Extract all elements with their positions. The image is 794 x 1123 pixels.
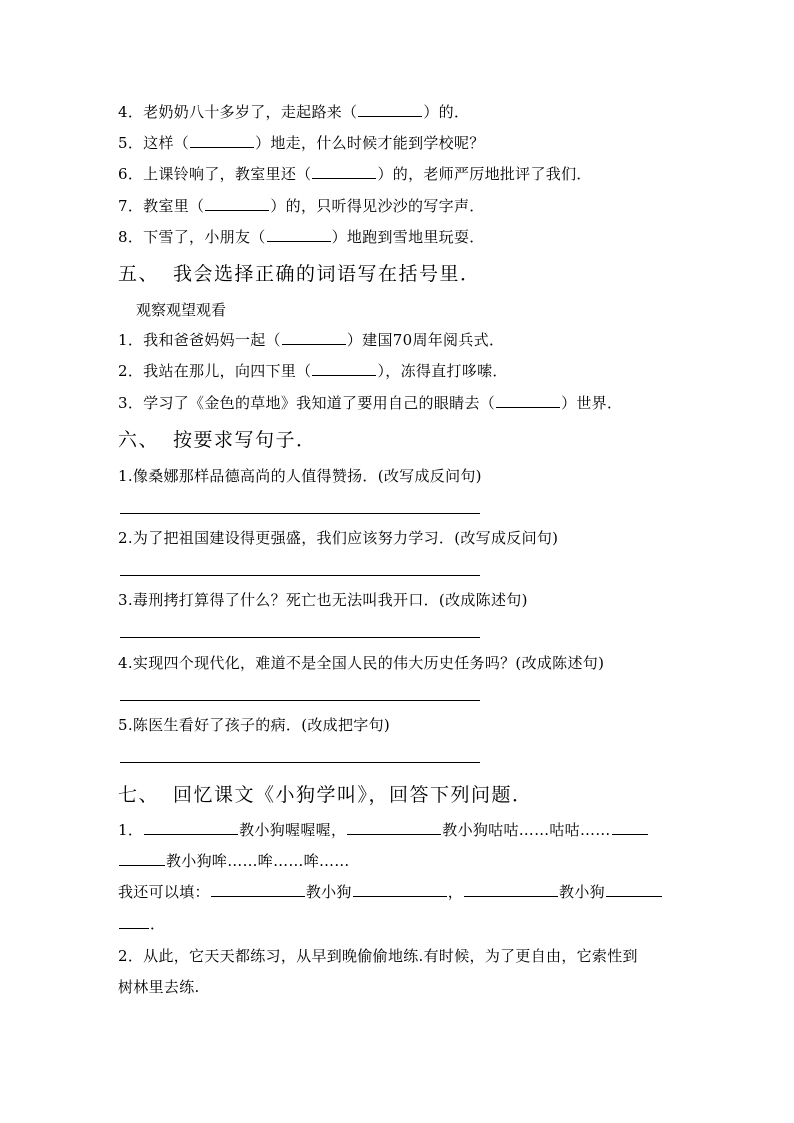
section-7-heading: 七、 回忆课文《小狗学叫》，回答下列问题． — [118, 784, 533, 806]
s5-item-2: 2．我站在那儿，向四下里（ ），冻得直打哆嗦． — [118, 362, 508, 380]
s7-q1-line4: ． — [118, 914, 165, 934]
word-bank: 观察观望观看 — [136, 301, 227, 319]
s7-q1-line1: 1． 教小狗喔喔喔， 教小狗咕咕……咕咕…… — [118, 820, 649, 840]
section-5-heading: 五、 我会选择正确的词语写在括号里． — [118, 263, 481, 285]
answer-blank[interactable] — [119, 927, 149, 929]
answer-blank[interactable] — [496, 406, 560, 408]
answer-blank[interactable] — [211, 895, 305, 897]
answer-line[interactable] — [120, 513, 480, 514]
answer-line[interactable] — [120, 762, 480, 763]
s6-item-5: 5.陈医生看好了孩子的病．(改成把字句) — [118, 716, 391, 734]
answer-blank[interactable] — [144, 833, 238, 835]
s5-item-3: 3．学习了《金色的草地》我知道了要用自己的眼睛去（ ）世界． — [118, 394, 623, 412]
answer-blank[interactable] — [190, 146, 254, 148]
answer-blank[interactable] — [353, 895, 447, 897]
s7-q1-line2: 教小狗哞……哞……哞…… — [118, 851, 350, 871]
answer-blank[interactable] — [312, 374, 376, 376]
s5-item-1: 1．我和爸爸妈妈一起（ ）建国70周年阅兵式． — [118, 331, 505, 349]
answer-line[interactable] — [120, 700, 480, 701]
s6-item-1: 1.像桑娜那样品德高尚的人值得赞扬．(改写成反问句) — [118, 467, 482, 485]
section-6-heading: 六、 按要求写句子． — [118, 429, 317, 451]
answer-blank[interactable] — [119, 864, 165, 866]
answer-blank[interactable] — [347, 833, 441, 835]
answer-blank[interactable] — [358, 115, 422, 117]
s4-item-6: 6．上课铃响了，教室里还（ ）的，老师严厉地批评了我们． — [118, 165, 592, 183]
s6-item-4: 4.实现四个现代化，难道不是全国人民的伟大历史任务吗？(改成陈述句) — [118, 654, 605, 672]
s6-item-2: 2.为了把祖国建设得更强盛，我们应该努力学习．(改写成反问句) — [118, 529, 559, 547]
answer-blank[interactable] — [205, 209, 269, 211]
answer-blank[interactable] — [606, 895, 662, 897]
s6-item-3: 3.毒刑拷打算得了什么？死亡也无法叫我开口．(改成陈述句) — [118, 591, 528, 609]
s7-q2-line2: 树林里去练. — [118, 978, 200, 996]
s7-q2-line1: 2．从此，它天天都练习，从早到晚偷偷地练.有时候，为了更自由，它索性到 — [118, 947, 638, 965]
answer-blank[interactable] — [464, 895, 558, 897]
s4-item-8: 8．下雪了，小朋友（ ）地跑到雪地里玩耍． — [118, 228, 485, 246]
answer-blank[interactable] — [267, 240, 331, 242]
answer-blank[interactable] — [612, 833, 648, 835]
answer-line[interactable] — [120, 575, 480, 576]
s7-q1-line3: 我还可以填： 教小狗 ， 教小狗 — [118, 882, 663, 902]
answer-blank[interactable] — [312, 177, 376, 179]
answer-line[interactable] — [120, 637, 480, 638]
answer-blank[interactable] — [282, 343, 346, 345]
s4-item-4: 4．老奶奶八十多岁了，走起路来（ ）的． — [118, 103, 470, 121]
s4-item-5: 5．这样（ ）地走，什么时候才能到学校呢？ — [118, 134, 485, 152]
s4-item-7: 7．教室里（ ）的，只听得见沙沙的写字声． — [118, 197, 485, 215]
